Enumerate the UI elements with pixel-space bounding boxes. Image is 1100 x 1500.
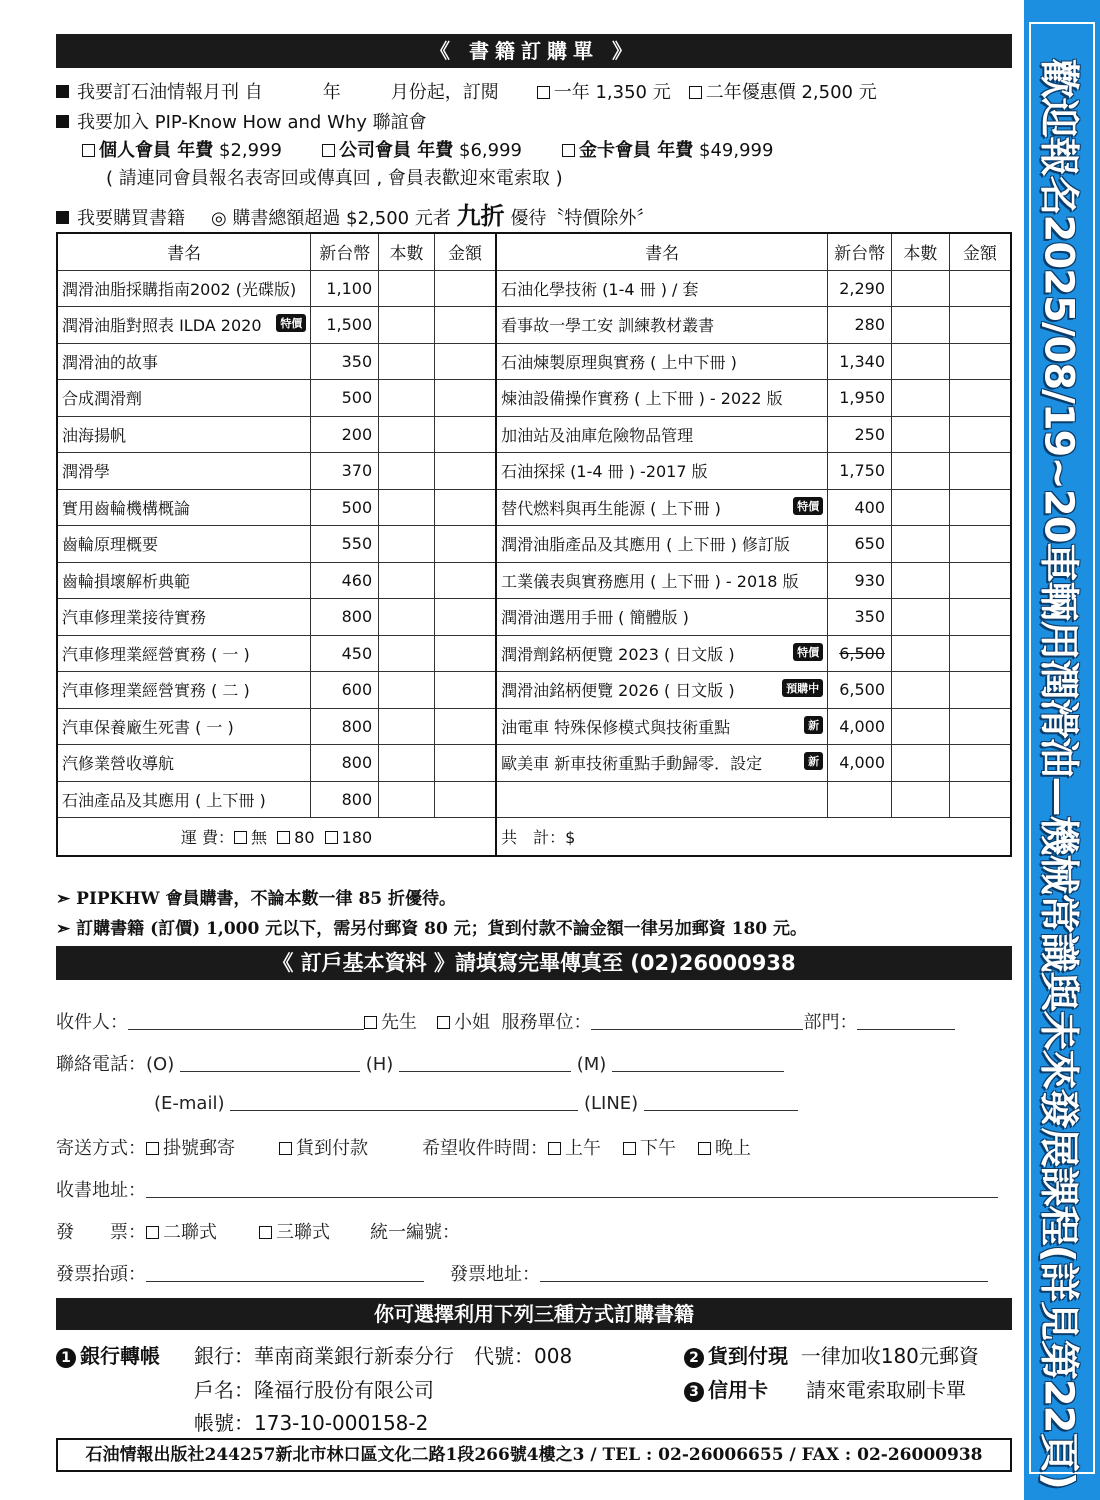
amount-field[interactable] [434,489,496,526]
number-3-icon: 3 [684,1382,704,1402]
book-price: 800 [311,708,379,745]
book-title: 歐美車 新車技術重點手動歸零．設定 [501,754,763,774]
shipping-80-checkbox[interactable] [277,831,290,844]
amount-field[interactable] [434,745,496,782]
evening-checkbox[interactable] [698,1142,711,1155]
book-price: 1,750 [828,453,892,490]
amount-field[interactable] [949,562,1011,599]
book-title: 潤滑油脂對照表 ILDA 2020 [62,316,262,336]
book-price: 200 [311,416,379,453]
account-name: 戶名：隆福行股份有限公司 [194,1378,434,1402]
book-name [57,270,311,307]
book-price: 800 [311,599,379,636]
book-title: 汽車修理業經營實務 ( 一 ) [62,644,250,664]
number-2-icon: 2 [684,1348,704,1368]
book-name [496,270,828,307]
book-name [57,708,311,745]
book-title: 汽修業營收導航 [62,754,175,774]
recipient-field[interactable] [128,1011,364,1030]
amount-field[interactable] [949,380,1011,417]
morning-checkbox[interactable] [548,1142,561,1155]
quantity-field[interactable] [892,599,950,636]
amount-field[interactable] [434,416,496,453]
book-title: 煉油設備操作實務 ( 上下冊 ) - 2022 版 [501,389,783,409]
quantity-field[interactable] [892,526,950,563]
table-header-row [57,233,1011,270]
order-form-title: 《 書籍訂購單 》 [56,34,1012,68]
book-name [57,453,311,490]
amount-field[interactable] [949,343,1011,380]
book-title: 汽車修理業經營實務 ( 二 ) [62,681,250,701]
table-row [57,526,1011,563]
amount-field[interactable] [434,526,496,563]
book-title: 汽車修理業接待實務 [62,608,207,628]
book-name [57,672,311,709]
book-title: 齒輪損壞解析典範 [62,571,191,591]
postage-note: ➣ 訂購書籍 (訂價) 1,000 元以下，需另付郵資 80 元；貨到付款不論金額一律另加郵資 180 元。 [56,919,808,939]
cod-checkbox[interactable] [279,1142,292,1155]
quantity-field[interactable] [379,672,435,709]
invoice-title-field[interactable] [146,1263,424,1282]
book-name [57,307,311,344]
book-name [57,562,311,599]
table-row [57,708,1011,745]
bullet-icon [56,211,69,224]
quantity-field[interactable] [892,343,950,380]
mobile-phone-field[interactable] [612,1053,784,1072]
member-note: ( 請連同會員報名表寄回或傳真回 , 會員表歡迎來電索取 ) [106,168,563,189]
quantity-field[interactable] [892,307,950,344]
book-price: 600 [311,672,379,709]
amount-field[interactable] [434,672,496,709]
publisher-footer: 石油情報出版社244257新北市林口區文化二路1段266號4樓之3 / TEL : 02-26006655 / FAX : 02-26000938 [56,1438,1012,1472]
amount-field[interactable] [434,343,496,380]
table-row [57,380,1011,417]
book-name [496,672,828,709]
header-amount: 金額 [949,233,1011,270]
quantity-field[interactable] [379,489,435,526]
badge-new: 新 [804,752,823,770]
book-price: 370 [311,453,379,490]
table-row [57,453,1011,490]
book-price: 800 [311,781,379,818]
amount-field[interactable] [434,781,496,818]
table-row [57,343,1011,380]
book-name [57,416,311,453]
book-name [57,380,311,417]
amount-field[interactable] [949,453,1011,490]
amount-field[interactable] [949,307,1011,344]
company-field[interactable] [591,1011,803,1030]
quantity-field[interactable] [379,745,435,782]
book-price: 350 [828,599,892,636]
membership-line: 個人會員 年費 $2,999 公司會員 年費 $6,999 金卡會員 年費 $49,999 [82,136,773,162]
payment-bank-transfer: 1 銀行轉帳 [56,1340,160,1369]
book-title: 工業儀表與實務應用 ( 上下冊 ) - 2018 版 [501,571,799,591]
amount-field[interactable] [434,453,496,490]
book-title: 合成潤滑劑 [62,389,143,409]
amount-field[interactable] [434,708,496,745]
registered-mail-checkbox[interactable] [146,1142,159,1155]
quantity-field[interactable] [892,745,950,782]
amount-field[interactable] [949,489,1011,526]
book-title: 潤滑油選用手冊 ( 簡體版 ) [501,608,689,628]
amount-field[interactable] [949,270,1011,307]
bullet-icon [56,85,69,98]
book-name [496,307,828,344]
amount-field[interactable] [434,270,496,307]
quantity-field[interactable] [379,307,435,344]
personal-member-checkbox[interactable] [82,144,95,157]
quantity-field[interactable] [379,453,435,490]
book-price [828,781,892,818]
table-row [57,672,1011,709]
amount-field[interactable] [434,635,496,672]
company-member-checkbox[interactable] [322,144,335,157]
amount-field[interactable] [434,380,496,417]
quantity-field[interactable] [892,380,950,417]
book-name [496,708,828,745]
one-year-checkbox[interactable] [537,86,550,99]
invoice-line: 發 票： 二聯式 三聯式 統一編號： [56,1222,460,1243]
book-name [496,635,828,672]
amount-field[interactable] [949,672,1011,709]
badge-special: 特價 [793,497,823,515]
amount-field[interactable] [434,562,496,599]
book-title: 石油探採 (1-4 冊 ) -2017 版 [501,462,708,482]
book-table [56,232,1012,857]
afternoon-checkbox[interactable] [623,1142,636,1155]
triplicate-invoice-checkbox[interactable] [259,1226,272,1239]
book-price: 6,500 [828,672,892,709]
address-line: 收書地址： [56,1176,998,1202]
book-price: 500 [311,489,379,526]
amount-field[interactable] [949,781,1011,818]
book-title: 汽車保養廠生死書 ( 一 ) [62,717,234,737]
book-price: 460 [311,562,379,599]
book-price: 1,100 [311,270,379,307]
header-name: 書名 [496,233,828,270]
book-title: 看事故一學工安 訓練教材叢書 [501,316,715,336]
book-name [57,781,311,818]
book-name [496,745,828,782]
invoice-address-field[interactable] [540,1263,988,1282]
book-title: 油電車 特殊保修模式與技術重點 [501,717,731,737]
quantity-field[interactable] [892,416,950,453]
number-1-icon: 1 [56,1348,76,1368]
duplicate-invoice-checkbox[interactable] [146,1226,159,1239]
book-price: 450 [311,635,379,672]
mr-checkbox[interactable] [364,1016,377,1029]
quantity-field[interactable] [892,270,950,307]
ms-checkbox[interactable] [437,1016,450,1029]
table-row [57,781,1011,818]
book-price: 280 [828,307,892,344]
payment-methods-title: 你可選擇利用下列三種方式訂購書籍 [56,1298,1012,1330]
amount-field[interactable] [949,708,1011,745]
book-price: 550 [311,526,379,563]
book-title: 石油產品及其應用 ( 上下冊 ) [62,790,266,810]
book-title: 石油化學技術 (1-4 冊 ) / 套 [501,279,699,299]
shipping-180-checkbox[interactable] [325,831,338,844]
table-row [57,599,1011,636]
quantity-field[interactable] [892,453,950,490]
amount-field[interactable] [434,599,496,636]
account-number: 帳號：173-10-000158-2 [194,1411,429,1435]
office-phone-field[interactable] [180,1053,360,1072]
quantity-field[interactable] [892,562,950,599]
subscriber-info-title: 《 訂戶基本資料 》請填寫完畢傳真至 (02)26000938 [56,946,1012,980]
quantity-field[interactable] [892,708,950,745]
book-price: 930 [828,562,892,599]
quantity-field[interactable] [379,599,435,636]
quantity-field[interactable] [379,270,435,307]
header-qty: 本數 [892,233,950,270]
badge-preorder: 預購中 [782,679,823,697]
email-field[interactable] [230,1092,578,1111]
book-name [496,489,828,526]
amount-field[interactable] [949,526,1011,563]
badge-special: 特價 [793,643,823,661]
book-name [496,526,828,563]
book-title: 潤滑油脂產品及其應用 ( 上下冊 ) 修訂版 [501,535,790,555]
phone-line: 聯絡電話：(O) (H) (M) [56,1050,784,1076]
book-name [496,380,828,417]
quantity-field[interactable] [379,562,435,599]
book-name [57,526,311,563]
quantity-field[interactable] [379,416,435,453]
quantity-field[interactable] [379,781,435,818]
bullet-icon [56,115,69,128]
amount-field[interactable] [949,635,1011,672]
book-name [496,562,828,599]
book-title: 潤滑油的故事 [62,352,159,372]
book-title: 潤滑學 [62,462,111,482]
book-title: 潤滑油脂採購指南2002 (光碟版) [62,279,297,299]
join-line: 我要加入 PIP-Know How and Why 聯誼會 [56,108,427,134]
book-price: 1,500 [311,307,379,344]
header-name: 書名 [57,233,311,270]
book-price: 6,500 [828,635,892,672]
book-name [57,635,311,672]
book-price: 500 [311,380,379,417]
address-field[interactable] [146,1179,998,1198]
member-discount-note: ➣ PIPKHW 會員購書，不論本數一律 85 折優待。 [56,889,457,909]
book-title: 油海揚帆 [62,425,127,445]
amount-field[interactable] [949,599,1011,636]
book-price: 250 [828,416,892,453]
book-price: 1,340 [828,343,892,380]
bank-info: 銀行：華南商業銀行新泰分行 代號：008 [194,1344,573,1368]
quantity-field[interactable] [892,635,950,672]
quantity-field[interactable] [379,380,435,417]
quantity-field[interactable] [892,781,950,818]
book-name [57,745,311,782]
book-title: 潤滑劑銘柄便覽 2023 ( 日文版 ) [501,644,735,664]
header-qty: 本數 [379,233,435,270]
line-field[interactable] [644,1092,798,1111]
amount-field[interactable] [434,307,496,344]
book-price: 650 [828,526,892,563]
badge-special: 特價 [276,314,306,332]
book-price: 800 [311,745,379,782]
invoice-title-line: 發票抬頭： 發票地址： [56,1260,988,1286]
quantity-field[interactable] [379,635,435,672]
book-name [496,416,828,453]
book-title: 潤滑油銘柄便覽 2026 ( 日文版 ) [501,681,735,701]
book-name [57,343,311,380]
payment-cod: 2 貨到付現 一律加收180元郵資 [684,1340,979,1369]
quantity-field[interactable] [892,672,950,709]
book-name [57,489,311,526]
header-price: 新台幣 [311,233,379,270]
table-row [57,562,1011,599]
shipping-none-checkbox[interactable] [234,831,247,844]
shipping-options: 運 費： 無 80 180 [57,818,496,856]
book-price: 4,000 [828,708,892,745]
book-name [57,599,311,636]
book-price: 350 [311,343,379,380]
amount-field[interactable] [949,745,1011,782]
total-cell[interactable]: 共 計：$ [496,818,1011,856]
table-row [57,745,1011,782]
book-price: 400 [828,489,892,526]
recipient-line: 收件人： 先生 小姐 服務單位： 部門： [56,1008,955,1034]
quantity-field[interactable] [892,489,950,526]
book-name [496,781,828,818]
amount-field[interactable] [949,416,1011,453]
home-phone-field[interactable] [399,1053,571,1072]
book-title: 石油煉製原理與實務 ( 上中下冊 ) [501,352,737,372]
table-row [57,489,1011,526]
quantity-field[interactable] [379,343,435,380]
header-price: 新台幣 [828,233,892,270]
side-banner-text[interactable]: 歡迎報名2025/08/19~20車輛用潤滑油—機械常識與未來發展課程(詳見第22頁) [1035,58,1082,1489]
book-price: 4,000 [828,745,892,782]
table-row [57,635,1011,672]
book-name [496,599,828,636]
book-title: 替代燃料與再生能源 ( 上下冊 ) [501,498,721,518]
payment-credit-card: 3 信用卡 請來電索取刷卡單 [684,1374,966,1403]
header-amount: 金額 [434,233,496,270]
buy-books-line: 我要購買書籍 ◎ 購書總額超過 $2,500 元者 九折 優待〝特價除外〞 [56,196,654,231]
delivery-line: 寄送方式： 掛號郵寄 貨到付款 希望收件時間： 上午 下午 晚上 [56,1138,751,1159]
table-row [57,270,1011,307]
dept-field[interactable] [857,1011,955,1030]
book-price: 1,950 [828,380,892,417]
book-title: 實用齒輪機構概論 [62,498,191,518]
book-title: 加油站及油庫危險物品管理 [501,425,694,445]
table-row [57,416,1011,453]
email-line: (E-mail) (LINE) [154,1092,798,1114]
book-title: 齒輪原理概要 [62,535,159,555]
book-name [496,343,828,380]
subscribe-line: 我要訂石油情報月刊 自 年 月份起，訂閱 一年 1,350 元 二年優惠價 2,500 元 [56,78,877,104]
badge-new: 新 [804,716,823,734]
two-year-checkbox[interactable] [689,86,702,99]
shipping-row [57,818,1011,856]
quantity-field[interactable] [379,526,435,563]
table-row [57,307,1011,344]
book-name [496,453,828,490]
quantity-field[interactable] [379,708,435,745]
gold-member-checkbox[interactable] [562,144,575,157]
book-price: 2,290 [828,270,892,307]
order-form [56,34,1012,1465]
